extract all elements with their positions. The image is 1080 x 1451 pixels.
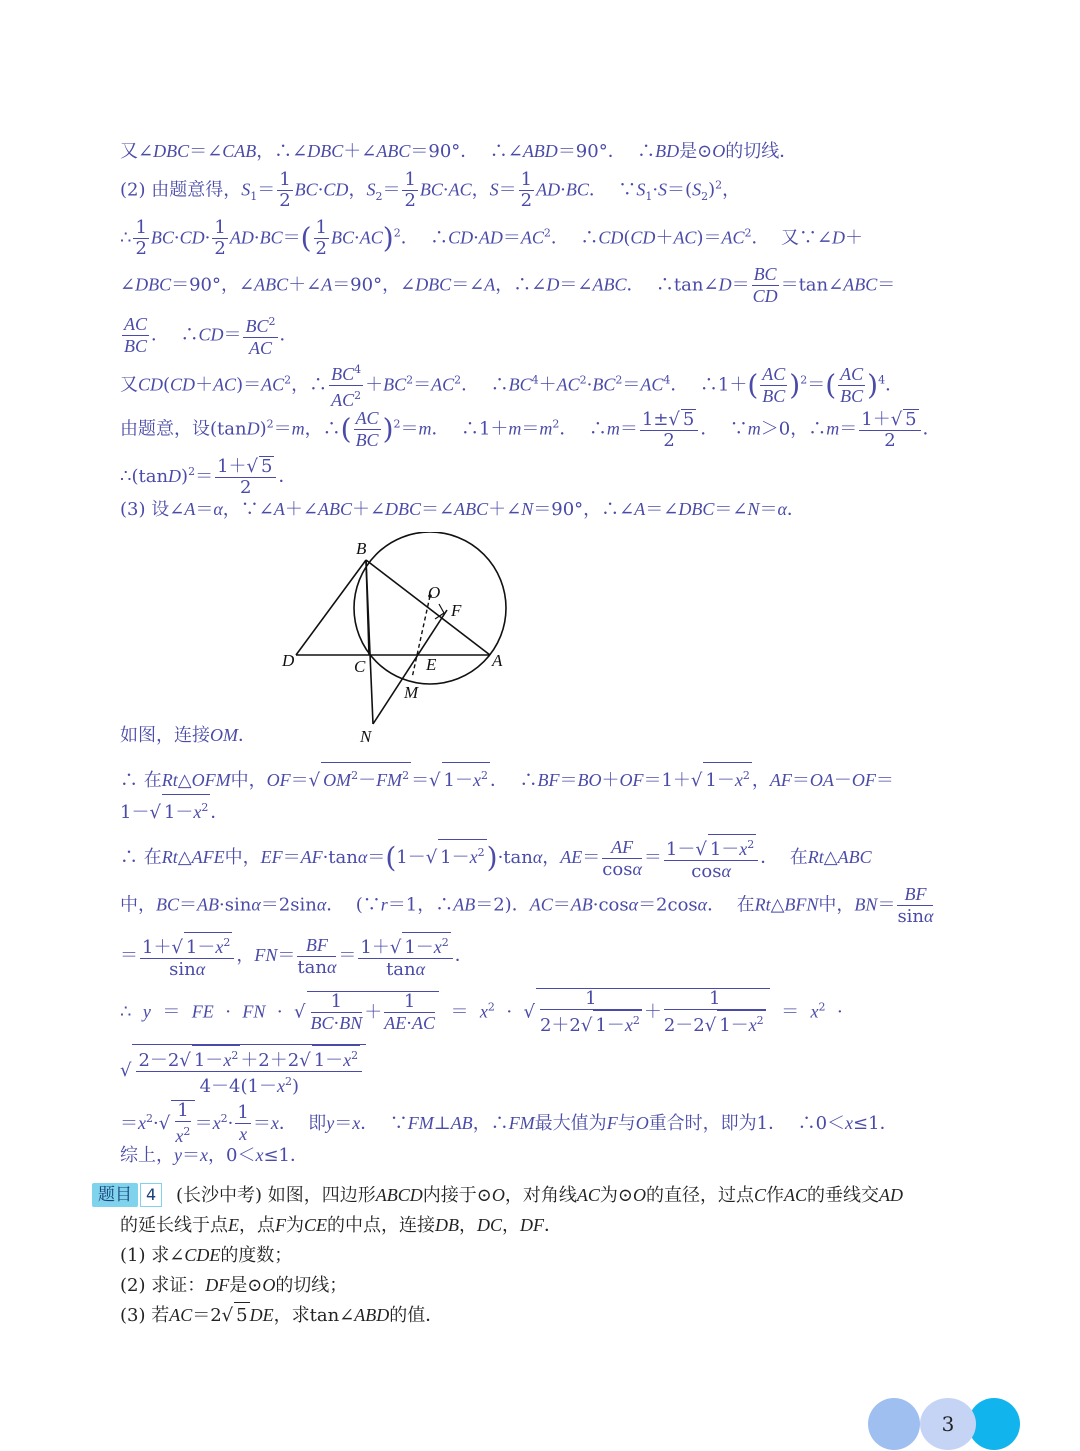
problem-question-1: (1) 求∠CDE的度数；	[120, 1245, 293, 1266]
label-n: N	[360, 727, 372, 746]
solution-line-14: 中，BC＝AB·sinα＝2sinα． (∵r＝1，∴AB＝2)．AC＝AB·cosα＝2cosα． 在Rt△BFN中，BN＝ $\frac{BF}{\sin\alpha}$	[120, 884, 934, 927]
label-o: O	[428, 583, 441, 602]
geometry-figure	[270, 532, 530, 752]
solution-line-17: √ $\frac{2-2√ 1-x^2 +2+2√ 1-x^2}{4-4(1-x^2)}$	[120, 1044, 1000, 1097]
solution-line-19: 综上，y＝x，0＜x≤1．	[120, 1145, 308, 1166]
solution-line-18: $=x^2\cdot√$ $\frac{1}{x^2}$ $=x^2\cdot$ $\frac{1}{x}$ ＝x． 即y＝x． ∵FM⊥AB，∴FM最大值为F与O重合时，即为1． ∴0＜x≤1．	[120, 1100, 898, 1146]
page-number: 3	[920, 1398, 976, 1450]
problem-tag-label: 题目	[92, 1183, 138, 1207]
label-c: C	[354, 657, 366, 676]
label-a: A	[492, 651, 503, 670]
problem-line-1: (长沙中考) 如图，四边形ABCD内接于⊙O，对角线AC为⊙O的直径，过点C作AC的垂线交AD	[176, 1185, 903, 1206]
solution-line-3: ∴ $\frac{1}{2}$ BC·CD· $\frac{1}{2}$ AD·BC＝( $\frac{1}{2}$ BC·AC)$^2$． $\therefore CD\cdot AD=AC^2$． $\therefore CD(CD+AC)=AC^2$． 又∵∠D＋	[120, 217, 864, 259]
segment-db	[296, 560, 366, 655]
solution-line-12: 1－√ $1-x^2$ ．	[120, 794, 1000, 826]
solution-line-16: ∴ y ＝ FE · FN · √ $\frac{1}{BC\cdot BN}$ ＋ $\frac{1}{AE\cdot AC}$ ＝ $x^2$ · √ $\frac{1}{2+2√ 1-x^2}$ ＋ $\frac{1}{2-2√ 1-x^2}$ ＝ $x^2$ ·	[120, 988, 843, 1036]
label-f: F	[451, 601, 462, 620]
problem-question-3: (3) 若AC＝2√ 5 DE，求tan∠ABD的值．	[120, 1302, 1020, 1329]
solution-line-4: ∠DBC＝90°，∠ABC＋∠A＝90°，∠DBC＝∠A，∴∠D＝∠ABC． ∴tan∠D＝ $\frac{BC}{CD}$ ＝tan∠ABC＝	[120, 264, 896, 306]
solution-line-10: 如图，连接OM．	[120, 725, 256, 746]
page-deco-left	[868, 1398, 920, 1450]
solution-line-11: ∴ 在Rt△OFM中，OF＝√ $OM^2-FM^2$ ＝√ $1-x^2$ ． ∴BF＝BO＋OF＝1＋√ $1-x^2$ ，AF＝OA－OF＝	[120, 762, 1000, 794]
label-b: B	[356, 539, 367, 558]
solution-line-8: $\therefore(\tan D)^2=$ $\frac{1+√ 5}{2}$ ．	[120, 456, 297, 498]
solution-line-9: (3) 设∠A＝α，∵∠A＋∠ABC＋∠DBC＝∠ABC＋∠N＝90°，∴∠A＝∠DBC＝∠N＝α．	[120, 499, 805, 520]
problem-tag	[92, 1182, 172, 1208]
problem-line-2: 的延长线于点E，点F为CE的中点，连接DB，DC，DF．	[120, 1215, 563, 1236]
solution-line-2: (2) 由题意得，$S_1=$ $\frac{1}{2}$ BC·CD，$S_2=$ $\frac{1}{2}$ BC·AC，S＝ $\frac{1}{2}$ AD·BC． $\because S_1\cdot S=(S_2)^2$，	[120, 169, 741, 211]
segment-ba	[366, 560, 490, 655]
solution-line-5: $\frac{AC}{BC}$ ． ∴CD＝ $\frac{BC^2}{AC}$ ．	[124, 314, 298, 358]
solution-line-13: ∴ 在Rt△AFE中，EF＝AF·tanα＝(1－√ $1-x^2)\cdot\tan\alpha$，AE＝ $\frac{AF}{\cos\alpha}$ ＝ $\frac{1-√ 1-x^2}{\cos\alpha}$ ． 在Rt△ABC	[120, 834, 1000, 882]
segment-bn	[366, 560, 373, 724]
label-d: D	[282, 651, 295, 670]
solution-line-15: ＝ $\frac{1+√ 1-x^2}{\sin\alpha}$ ，FN＝ $\frac{BF}{\tan\alpha}$ ＝ $\frac{1+√ 1-x^2}{\tan\alpha}$ ．	[120, 932, 1000, 980]
label-e: E	[426, 655, 437, 674]
solution-line-1: 又∠DBC＝∠CAB，∴∠DBC＋∠ABC＝90°． ∴∠ABD＝90°． ∴BD是⊙O的切线．	[120, 141, 798, 162]
problem-question-2: (2) 求证：DF是⊙O的切线；	[120, 1275, 348, 1296]
problem-tag-number: 4	[140, 1183, 162, 1207]
solution-line-6: 又$CD(CD+AC)=AC^2$，∴ $\frac{BC^4}{AC^2}$ $+BC^2=AC^2$． $\therefore BC^4+AC^2\cdot BC^2=AC^4$． ∴1＋( $\frac{AC}{BC}$ )$^2$＝( $\frac{AC}{BC}$ )$^4$．	[120, 360, 1000, 411]
solution-line-7: 由题意，设$(\tan D)^2=m$，∴( $\frac{AC}{BC}$ )$^2$＝m． $\therefore 1+m=m^2$． ∴m＝ $\frac{1\pm√ 5}{2}$ ． ∵m＞0，∴m＝ $\frac{1+√ 5}{2}$ ．	[120, 408, 941, 451]
label-m: M	[404, 683, 419, 702]
